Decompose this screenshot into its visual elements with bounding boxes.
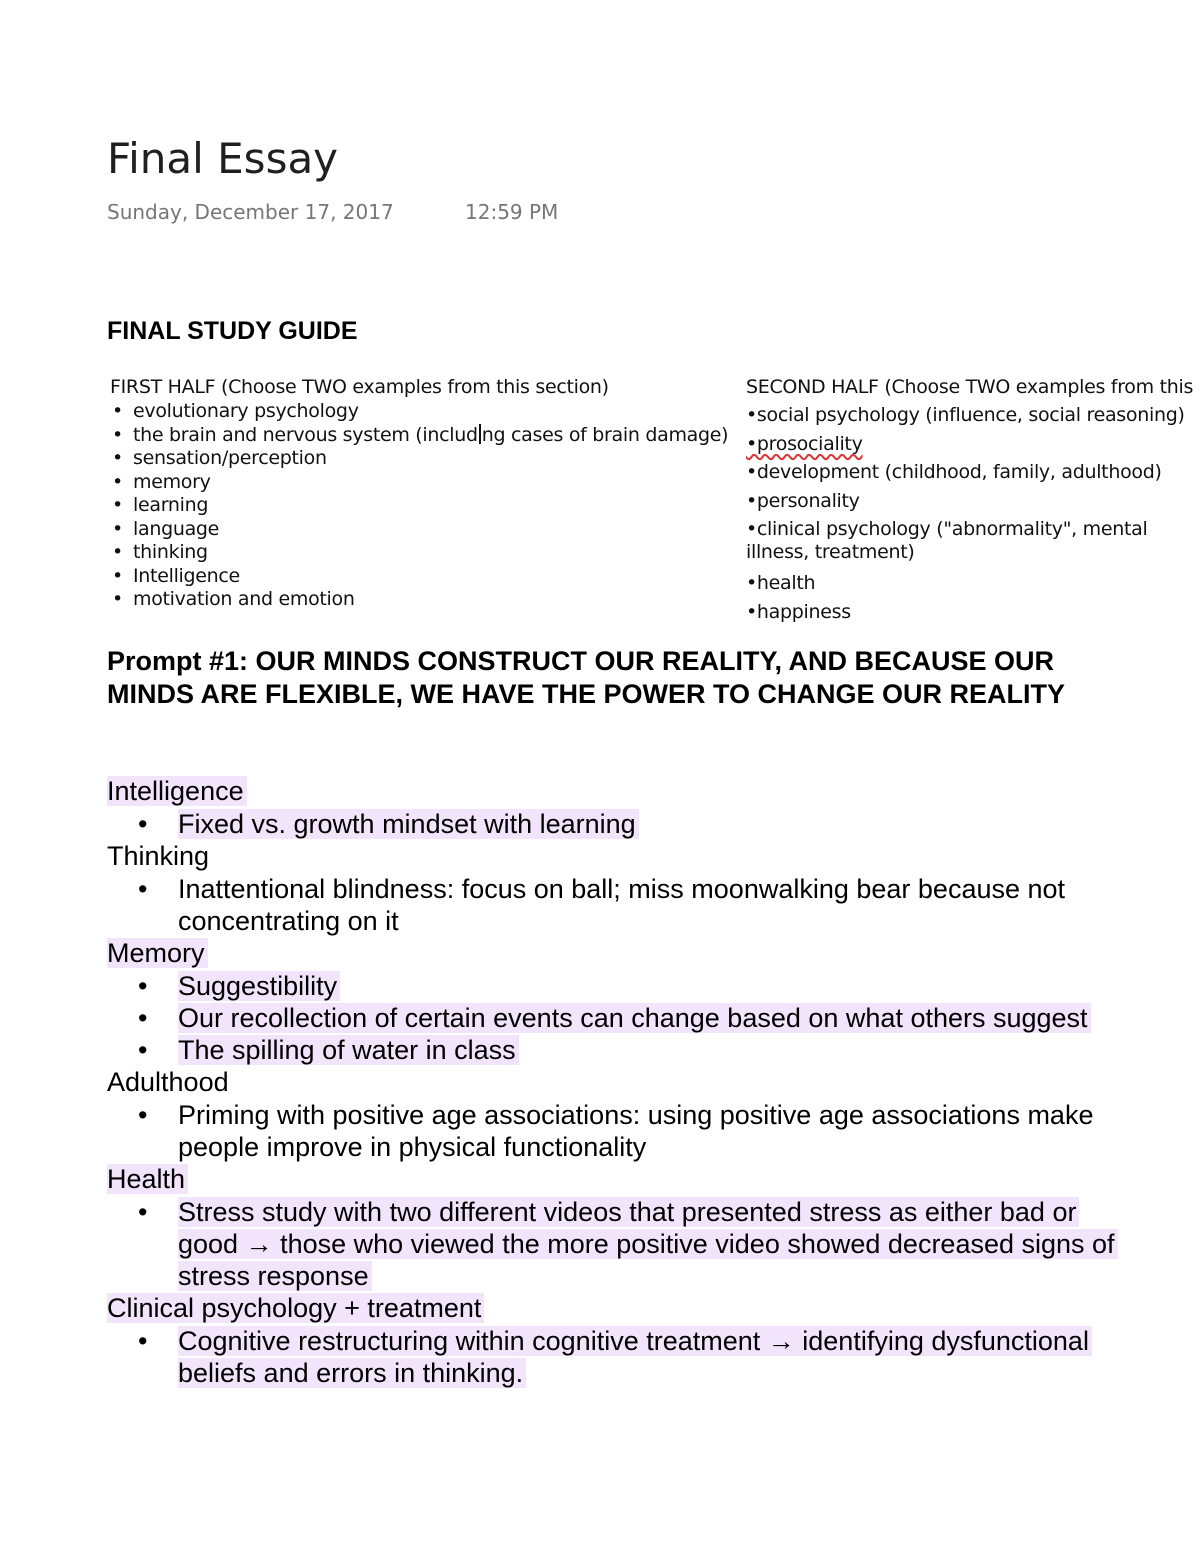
note-list (107, 808, 1127, 840)
section-label (107, 1163, 1127, 1196)
section-label (107, 1292, 1127, 1325)
note-item-text: Priming with positive age associations: using positive age associations make people improve in physical functionality (178, 1100, 1094, 1162)
first-half-item-text: ng cases of brain damage) (481, 423, 729, 446)
first-half-item-text: the brain and nervous system (includ (133, 423, 478, 446)
note-item (107, 808, 1127, 840)
first-half-item (110, 424, 750, 448)
section-label-text: Memory (107, 938, 208, 968)
prompt-heading: Prompt #1: OUR MINDS CONSTRUCT OUR REALITY, AND BECAUSE OUR MINDS ARE FLEXIBLE, WE HAVE THE POWER TO CHANGE OUR REALITY (107, 646, 1066, 709)
note-list (107, 1325, 1127, 1389)
section-label (107, 1066, 1127, 1099)
section-label (107, 840, 1127, 873)
second-half-item: •development (childhood, family, adulthood) (746, 461, 1162, 483)
notes-outline (107, 775, 1127, 1389)
note-list (107, 1099, 1127, 1163)
page-time: 12:59 PM (465, 200, 559, 224)
note-item (107, 1325, 1127, 1389)
first-half-list (110, 374, 750, 612)
second-half-item: •social psychology (influence, social reasoning) (746, 404, 1185, 426)
note-item (107, 970, 1127, 1002)
first-half-header: FIRST HALF (Choose TWO examples from this section) (110, 376, 609, 398)
first-half-item: • evolutionary psychology (110, 400, 750, 424)
note-list (107, 873, 1127, 937)
note-item-text: Cognitive restructuring within cognitive treatment → identifying dysfunctional beliefs and errors in thinking. (178, 1326, 1092, 1388)
page-title: Final Essay (107, 134, 339, 183)
second-half-item: •personality (746, 489, 860, 512)
note-item (107, 1196, 1127, 1292)
second-half-item: •health (746, 572, 816, 594)
note-item-text: Stress study with two different videos that presented stress as either bad or good → those who viewed the more positive video showed decreased signs of stress response (178, 1197, 1118, 1291)
note-item-text: Our recollection of certain events can change based on what others suggest (178, 1003, 1091, 1033)
first-half-item: • sensation/perception (110, 447, 750, 471)
note-list (107, 970, 1127, 1066)
second-half-item: •happiness (746, 600, 851, 623)
section-label (107, 937, 1127, 970)
second-half-header: SECOND HALF (Choose TWO examples from this (746, 376, 1194, 398)
note-item-text: The spilling of water in class (178, 1035, 519, 1065)
section-label (107, 775, 1127, 808)
second-half-item-text: •prosociality (746, 432, 863, 455)
section-label-text: Health (107, 1164, 188, 1194)
note-item (107, 873, 1127, 937)
first-half-item: • language (110, 518, 750, 542)
text-cursor-icon (479, 424, 481, 444)
second-half-list (746, 373, 1200, 626)
section-label-text: Intelligence (107, 776, 247, 806)
section-label-text: Thinking (107, 841, 210, 871)
study-guide-heading: FINAL STUDY GUIDE (107, 317, 358, 345)
first-half-item: • learning (110, 494, 750, 518)
note-item (107, 1034, 1127, 1066)
page-date: Sunday, December 17, 2017 (107, 200, 394, 224)
note-item-text: Suggestibility (178, 971, 340, 1001)
section-label-text: Clinical psychology + treatment (107, 1293, 484, 1323)
note-list (107, 1196, 1127, 1292)
first-half-item: • motivation and emotion (110, 588, 750, 612)
first-half-item: • thinking (110, 541, 750, 565)
second-half-item (746, 430, 1200, 459)
second-half-item: •clinical psychology ("abnormality", mental illness, treatment) (746, 518, 1148, 563)
note-item-text: Fixed vs. growth mindset with learning (178, 809, 639, 839)
first-half-item: • Intelligence (110, 565, 750, 589)
note-item-text: Inattentional blindness: focus on ball; miss moonwalking bear because not concentrating on it (178, 874, 1066, 936)
section-label-text: Adulthood (107, 1067, 229, 1097)
first-half-item: • memory (110, 471, 750, 495)
note-item (107, 1099, 1127, 1163)
note-item (107, 1002, 1127, 1034)
